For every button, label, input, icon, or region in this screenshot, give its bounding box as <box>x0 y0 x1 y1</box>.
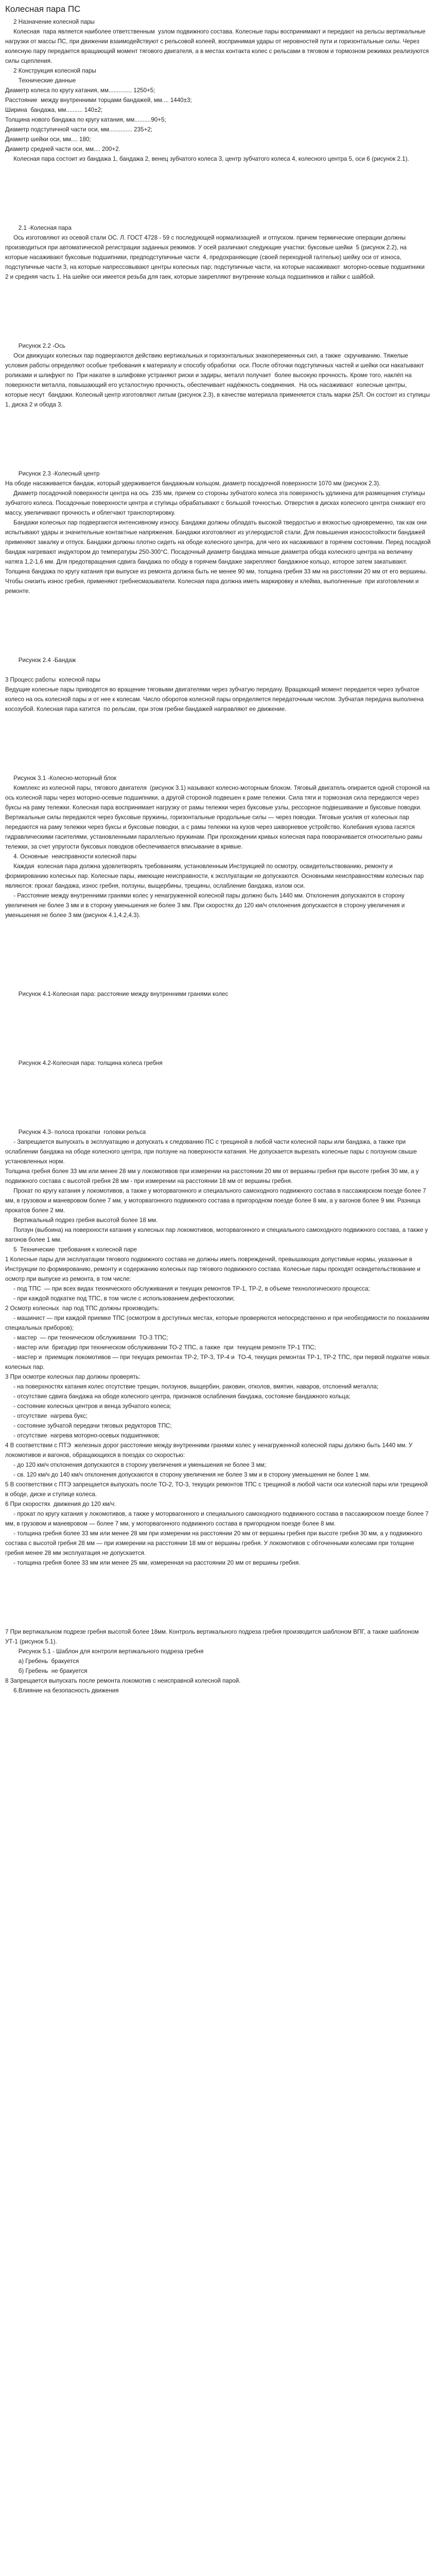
figure-caption: 7 При вертикальном подрезе гребня высотой более 18мм. Контроль вертикального подреза гребня производится шаблоном ВПГ, а также шаблоном УТ-1 (рисунок 5.1). <box>5 1629 421 1645</box>
list-item: - толщина гребня более 33 мм или менее 28 мм при измерении на расстоянии 20 мм от вершины гребня при высоте гребня 30 мм, а у подвижного состава с высотой гребня 28 мм — при измерении на расстоянии 18 мм от вершины гребня. У локомотивов с обточенными колесами при толщине гребня менее 28 мм эксплуатация не допускается. <box>5 1530 424 1556</box>
figure-placeholder <box>5 410 431 469</box>
figure-caption: а) Гребень бракуется <box>5 1658 79 1665</box>
figure-caption: Рисунок 4.2-Колесная пара: толщина колеса гребня <box>5 1060 163 1066</box>
spec-line: Толщина нового бандажа по кругу катания, мм..........90+5; <box>5 116 166 123</box>
section-heading: 8 Запрещается выпускать после ремонта локомотив с неисправной колесной парой. <box>5 1677 241 1684</box>
list-item: - мастер или бригадир при техническом обслуживании ТО-2 ТПС, а также при текущем ремонте ТР-1 ТПС; <box>5 1344 316 1351</box>
list-item: - машинист — при каждой приемке ТПС (осмотром в доступных местах, которые проверяются непосредственно и при необходимости по показаниям специальных приборов); <box>5 1315 431 1331</box>
paragraph: Ведущие колесные пары приводятся во вращение тяговыми двигателями через зубчатую передачу. Вращающий момент передается через зубчатое колесо на ось колесной пары и от нее к колесам. Число оборотов колесной пары определяется передаточным числом. Зубчатая передача выполнена косозубой. Колесная пара катится по рельсам, при этом гребни бандажей направляют ее движение. <box>5 686 426 713</box>
list-item: - мастер — при техническом обслуживании ТО-3 ТПС; <box>5 1334 168 1341</box>
paragraph: Диаметр посадочной поверхности центра на ось 235 мм, причем со стороны зубчатого колеса эта поверхность удлинена для размещения ступицы зубчатого колеса. Посадочные поверхности центра и ступицы обрабатывают с большой точностью. Отверстия в дисках колесного центра снижают его массу, увеличивают прочность и облегчают транспортировку. <box>5 490 427 516</box>
list-item: 3 При осмотре колесных пар должны проверять: <box>5 1374 141 1380</box>
figure-placeholder <box>5 999 431 1058</box>
paragraph: Каждая колесная пара должна удовлетворять требованиям, установленным Инструкцией по осмотру, освидетельствованию, ремонту и формированию колесных пар. Колесные пары, имеющие неисправности, к эксплуатации не допускаются. Основными неисправностями колесных пар являются: прокат бандажа, износ гребня, ползуны, выщербины, трещины, ослабление бандажа, излом оси. <box>5 863 426 889</box>
paragraph: Бандажи колесных пар подвергаются интенсивному износу. Бандажи должны обладать высокой твердостью и вязкостью одновременно, так как они испытывают удары и значительные контактные напряжения. Бандажи изготовляют из углеродистой стали. Для повышения износостойкости бандажей применяют закалку и отпуск. Бандажи должны плотно сидеть на ободе колесного центра, для чего их насаживают в горячем состоянии. Перед посадкой бандаж нагревают индуктором до температуры 250-300°С. Посадочный диаметр бандажа меньше диаметра обода колесного центра на величину натяга 1,2-1,6 мм. Для предотвращения сдвига бандажа по ободу в горячем бандаже закрепляют бандажное кольцо, которое затем закатывают. Толщина бандажа по кругу катания при выпуске из ремонта должна быть не менее 90 мм, толщина гребня 33 мм на расстоянии 20 мм от его вершины. Чтобы снизить износ гребня, применяют гребнесмазыватели. Колесная пара должна иметь маркировку и клейма, выполненные при изготовлении и ремонте. <box>5 519 432 595</box>
list-item: - отсутствие нагрева букс; <box>5 1413 88 1419</box>
figure-caption: Рисунок 3.1 -Колесно-моторный блок <box>5 775 117 782</box>
spacer <box>5 920 431 930</box>
figure-caption: Рисунок 4.3- полоса прокатки головки рельса <box>5 1129 146 1136</box>
section-heading: 3 Процесс работы колесной пары <box>5 676 100 683</box>
list-item: - отсутствие нагрева моторно-осевых подшипников; <box>5 1432 160 1439</box>
list-item: - на поверхностях катания колес отсутствие трещин, ползунов, выщербин, раковин, отколов, вмятин, наваров, отслоений металла; <box>5 1383 379 1390</box>
list-item: - состояние зубчатой передачи тяговых редукторов ТПС; <box>5 1422 172 1429</box>
spec-line: Диаметр подступичной части оси, мм.............. 235+2; <box>5 126 152 133</box>
paragraph: Комплекс из колесной пары, тягового двигателя (рисунок 3.1) называют колесно-моторным блоком. Тяговый двигатель опирается одной стороной на ось колесной пары через моторно-осевые подшипники, а другой стороной подвешен к раме тележки. Сила тяги и тормозная сила передаются через буксы на раму тележки. Колесная пара воспринимает нагрузку от рамы тележки через буксовые узлы, рессорное подвешивание и буксовые поводки. Вертикальные силы передаются через буксовые пружины, горизонтальные продольные силы — через поводки. Тяговые усилия от колесных пар передаются на раму тележки через буксы и буксовые поводки, а с рамы тележки на кузов через шкворневое устройство. Колебания кузова гасятся гидравлическими гасителями, установленными параллельно пружинам. При прохождении кривых колесная пара поворачивается относительно рамы тележки, за счет упругости буксовых поводков обеспечивается вписывание в кривые. <box>5 785 431 850</box>
subheading: Технические данные <box>5 77 76 84</box>
paragraph: Колесная пара состоит из бандажа 1, бандажа 2, венец зубчатого колеса 3, центр зубчатого колеса 4, колесного центра 5, оси 6 (рисунок 2.1). <box>5 156 409 162</box>
list-item: - под ТПС — при всех видах технического обслуживания и текущих ремонтов ТР-1, ТР-2, в объеме технологического процесса; <box>5 1285 370 1292</box>
section-heading: 2 Назначение колесной пары <box>5 19 95 25</box>
list-item: - прокат по кругу катания у локомотивов, а также у моторвагонного и специального самоходного подвижного состава в пассажирском поезде более 7 мм, в грузовом и маневровом — более 7 мм, у моторвагонного подвижного состава в пригородном поезде более 8 мм. <box>5 1511 430 1527</box>
paragraph: Колесная пара является наиболее ответственным узлом подвижного состава. Колесные пары воспринимают и передают на рельсы вертикальные нагрузки от массы ПС, при движении взаимодействуют с рельсовой колеей, воспринимая удары от неровностей пути и горизонтальные силы. Через колесную пару передается вращающий момент тягового двигателя, а в местах контакта колес с рельсами в тяговом и тормозном режимах реализуются силы сцепления. <box>5 28 431 64</box>
list-item: - толщина гребня более 33 мм или менее 25 мм, измеренная на расстоянии 20 мм от вершины гребня. <box>5 1560 301 1566</box>
paragraph: Ползун (выбоина) на поверхности катания у колесных пар локомотивов, моторвагонного и специального самоходного подвижного состава, а также у вагонов более 1 мм. <box>5 1227 430 1243</box>
paragraph: - Расстояние между внутренними гранями колес у ненагруженной колесной пары должно быть 1440 мм. Отклонения допускаются в сторону увеличения не более 3 мм и в сторону уменьшения не более 3 мм. При скоростях до 120 км/ч отклонения допускаются в сторону увеличения и уменьшения не более 3 мм (рисунок 4.1,4.2,4.3). <box>5 892 407 919</box>
list-item: 6 При скоростях движения до 120 км/ч: <box>5 1501 116 1507</box>
list-item: - при каждой подкатке под ТПС, в том числе с использованием дефектоскопии; <box>5 1295 235 1302</box>
spec-line: Диаметр колеса по кругу катания, мм.............. 1250+5; <box>5 87 155 94</box>
paragraph: Оси движущих колесных пар подвергаются действию вертикальных и горизонтальных знакопеременных сил, а также скручиванию. Тяжелые условия работы определяют особые требования к материалу и способу обработки оси. После обточки подступичных частей и шейки оси накатывают роликами и шлифуют по При накатке в шлифовке устраняют риски и задиры, металл получает более высокую прочность. Кроме того, наклёп на поверхности металла, повышающий его усталостную прочность, обеспечивает надёжность соединения. На ось насаживают колесные центры, которые несут бандажи. Колесный центр изготовляют литым (рисунок 2.3), в качестве материала применяется сталь марки 25Л. Он состоит из ступицы 1, диска 2 и обода 3. <box>5 352 432 408</box>
figure-caption: 2.1 -Колесная пара <box>5 225 72 231</box>
figure-placeholder <box>5 930 431 989</box>
page-title: Колесная пара ПС <box>5 4 81 14</box>
list-item: - св. 120 км/ч до 140 км/ч отклонения допускаются в сторону увеличения не более 3 мм и в сторону уменьшения не более 1 мм. <box>5 1471 370 1478</box>
figure-placeholder <box>5 714 431 773</box>
list-item: - отсутствие сдвига бандажа на ободе колесного центра, признаков ослабления бандажа, состояние бандажного кольца; <box>5 1393 351 1400</box>
list-item: б) Гребень не бракуется <box>5 1668 88 1674</box>
section-heading: 5 Технические требования к колесной паре <box>5 1246 137 1253</box>
paragraph: Ось изготовляют из осевой стали ОС. Л. ГОСТ 4728 - 59 с последующей нормализацией и отпуском. причем термические операции должны производиться при автоматической регистрации заданных режимов. У осей различают следующие участки: буксовые шейки 5 (рисунок 2.2), на которые насаживают буксовые подшипники, предподступичные части 4, предохраняющие (своей переходной галтелью) шейку оси от износа, подступичные части 3, на которые напрессовывают центры колесных пар; подступичные части, на которые насаживают моторно-осевые подшипники 2 и средняя часть 1. На шейке оси имеется резьба для гаек, которые закрепляют внутренние кольца подшипников и гайки с шайбой. <box>5 234 428 280</box>
paragraph: - Запрещается выпускать в эксплуатацию и допускать к следованию ПС с трещиной в любой части колесной пары или бандажа, а также при ослаблении бандажа на ободе колесного центра, при ползуне на поверхности катания. Не допускается вырезать колесные пары с ползуном свыше установленных норм. <box>5 1139 419 1165</box>
spec-line: Ширина бандажа, мм.......... 140±2; <box>5 107 103 113</box>
spacer <box>5 665 431 675</box>
figure-placeholder <box>5 596 431 655</box>
list-item: - состояние колесных центров и венца зубчатого колеса; <box>5 1403 171 1410</box>
paragraph: На ободе насаживается бандаж, который удерживается бандажным кольцом, диаметр посадочной поверхности 1070 мм (рисунок 2.3). <box>5 480 381 487</box>
figure-placeholder <box>5 1568 431 1627</box>
spec-line: Диаметр средней части оси, мм.... 200+2. <box>5 146 120 152</box>
list-item: - до 120 км/ч отклонения допускаются в сторону увеличения и уменьшения не более 3 мм; <box>5 1462 266 1468</box>
section-heading: 2 Конструкция колесной пары <box>5 67 96 74</box>
figure-caption: Рисунок 2.3 -Колесный центр <box>5 470 100 477</box>
figure-placeholder <box>5 282 431 341</box>
section-heading: 4. Основные неисправности колесной пары <box>5 853 137 860</box>
spec-line: Расстояние между внутренними торцами бандажей, мм.... 1440±3; <box>5 97 192 104</box>
spec-line: Диаметр шейки оси, мм.... 180; <box>5 136 91 143</box>
paragraph: Толщина гребня более 33 мм или менее 28 мм у локомотивов при измерении на расстоянии 20 мм от вершины гребня при высоте гребня 30 мм, а у подвижного состава с высотой гребня 28 мм - при измерении на расстоянии 18 мм от вершины гребня. <box>5 1168 421 1184</box>
paragraph: 6.Влияние на безопасность движения <box>5 1687 119 1694</box>
figure-placeholder <box>5 1068 431 1127</box>
list-item: 4 В соответствии с ПТЭ железных дорог расстояние между внутренними гранями колес у ненагруженной колесной пары должно быть 1440 мм. У локомотивов и вагонов, обращающихся в поездах со скоростью: <box>5 1442 414 1459</box>
list-item: 2 Осмотр колесных пар под ТПС должны производить: <box>5 1305 160 1312</box>
figure-caption: Рисунок 4.1-Колесная пара: расстояние между внутренними гранями колес <box>5 991 229 997</box>
figure-caption: Рисунок 2.2 -Ось <box>5 343 65 349</box>
paragraph: Вертикальный подрез гребня высотой более 18 мм. <box>5 1217 158 1224</box>
list-item: - мастер и приемщик локомотивов — при текущих ремонтах ТР-2, ТР-3, ТР-4 и ТО-4, текущих ремонтах ТР-1, ТР-2 ТПС, при первой подкатке новых колесных пар. <box>5 1354 433 1370</box>
list-item: 5 В соответствии с ПТЭ запрещается выпускать после ТО-2, ТО-3, текущих ремонтов ТПС с трещиной в любой части оси колесной пары или трещиной в ободе, диске и ступице колеса. <box>5 1481 430 1498</box>
paragraph: Прокат по кругу катания у локомотивов, а также у моторвагонного и специального самоходного подвижного состава в пассажирском поезде более 7 мм, в грузовом и маневровом более 7 мм, у моторвагонного подвижного состава в пригородном поезде более 8 мм, а у вагонов более 9 мм. Разница прокатов более 2 мм. <box>5 1188 428 1214</box>
figure-caption: Рисунок 5.1 - Шаблон для контроля вертикального подреза гребня <box>5 1648 204 1655</box>
figure-caption: Рисунок 2.4 -Бандаж <box>5 657 76 664</box>
figure-placeholder <box>5 164 431 223</box>
list-item: 1 Колесные пары для эксплуатации тягового подвижного состава не должны иметь повреждений, превышающих допустимые нормы, указанные в Инструкции по формированию, ремонту и содержанию колесных пар тягового подвижного состава. Колесные пары проходят освидетельствование и осмотр при выпуске из ремонта, в том числе: <box>5 1256 422 1282</box>
